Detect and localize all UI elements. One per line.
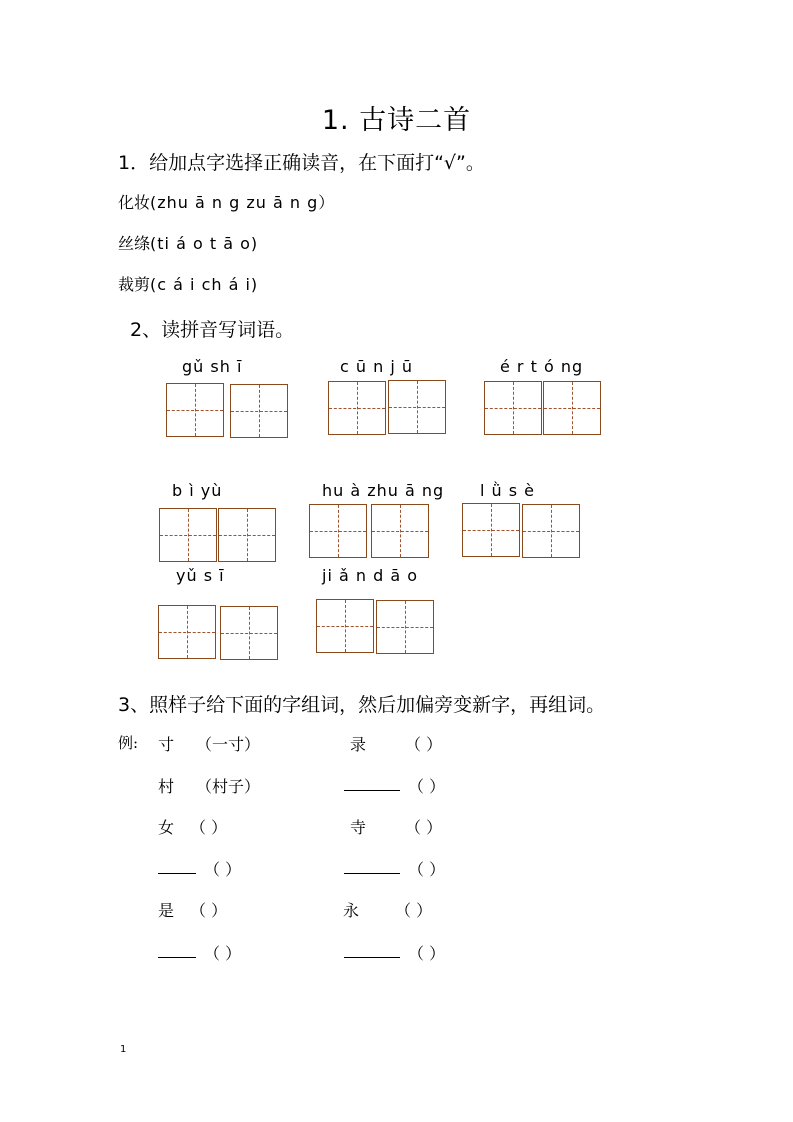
writing-box[interactable] [159,508,217,562]
writing-box[interactable] [230,384,288,438]
writing-box[interactable] [316,599,374,653]
q1-item [118,190,335,213]
pinyin-label: b ì yù [172,481,223,500]
pinyin-label: c ū n j ū [340,357,414,376]
q3-paren: （ ） [204,860,242,879]
q1-word: 丝绦 [118,234,151,253]
writing-box[interactable] [166,383,224,437]
q3-char: 女 [158,818,175,837]
q1-options: (zhu ā n g zu ā n g） [150,193,336,212]
answer-blank[interactable] [344,774,400,795]
q3-paren: （ ） [190,901,228,920]
writing-box[interactable] [543,381,601,435]
q1-heading: 1．给加点字选择正确读音，在下面打“√”。 [118,152,485,174]
writing-box[interactable] [376,600,434,654]
q1-word: 裁剪 [118,275,151,294]
pinyin-label: ji ǎ n d ā o [322,566,419,585]
q3-char: 寺 [350,818,367,837]
answer-blank[interactable] [344,941,400,962]
q3-char: 录 [350,735,367,754]
q3-paren: （ ） [204,944,242,963]
pinyin-label: l ǜ s è [480,481,536,500]
q3-paren: （村子） [196,777,261,796]
writing-box[interactable] [218,508,276,562]
writing-box[interactable] [484,381,542,435]
q1-options: (c á i ch á i) [150,275,259,294]
q2-heading: 2、读拼音写词语。 [130,319,295,341]
page-number: 1 [120,1044,127,1055]
answer-blank[interactable] [158,857,196,878]
answer-blank[interactable] [158,941,196,962]
q1-options: (ti á o t ā o) [150,234,259,253]
q3-paren: （ ） [408,860,446,879]
writing-box[interactable] [522,504,580,558]
q3-char: 寸 [158,735,175,754]
pinyin-label: gǔ sh ī [182,357,243,376]
writing-box[interactable] [158,605,216,659]
q3-paren: （一寸） [196,735,261,754]
pinyin-label: hu à zhu ā ng [322,481,445,500]
q3-heading: 3、照样子给下面的字组词，然后加偏旁变新字，再组词。 [118,694,606,716]
writing-box[interactable] [220,606,278,660]
writing-box[interactable] [309,504,367,558]
q3-paren: （ ） [408,944,446,963]
q3-paren: （ ） [405,735,443,754]
q3-paren: （ ） [395,901,433,920]
answer-blank[interactable] [344,857,400,878]
page-title: 1. 古诗二首 [321,105,472,136]
pinyin-label: é r t ó ng [500,357,584,376]
example-label: 例: [118,734,139,752]
writing-box[interactable] [462,503,520,557]
q1-word: 化妆 [118,193,151,212]
q3-char: 永 [343,901,360,920]
q1-item [118,231,258,254]
writing-box[interactable] [371,504,429,558]
q3-paren: （ ） [190,818,228,837]
pinyin-label: yǔ s ī [176,566,225,585]
writing-box[interactable] [388,380,446,434]
writing-box[interactable] [328,381,386,435]
q3-char: 村 [158,777,175,796]
q3-paren: （ ） [405,818,443,837]
q3-paren: （ ） [408,777,446,796]
q3-char: 是 [158,901,175,920]
q1-item [118,272,258,295]
